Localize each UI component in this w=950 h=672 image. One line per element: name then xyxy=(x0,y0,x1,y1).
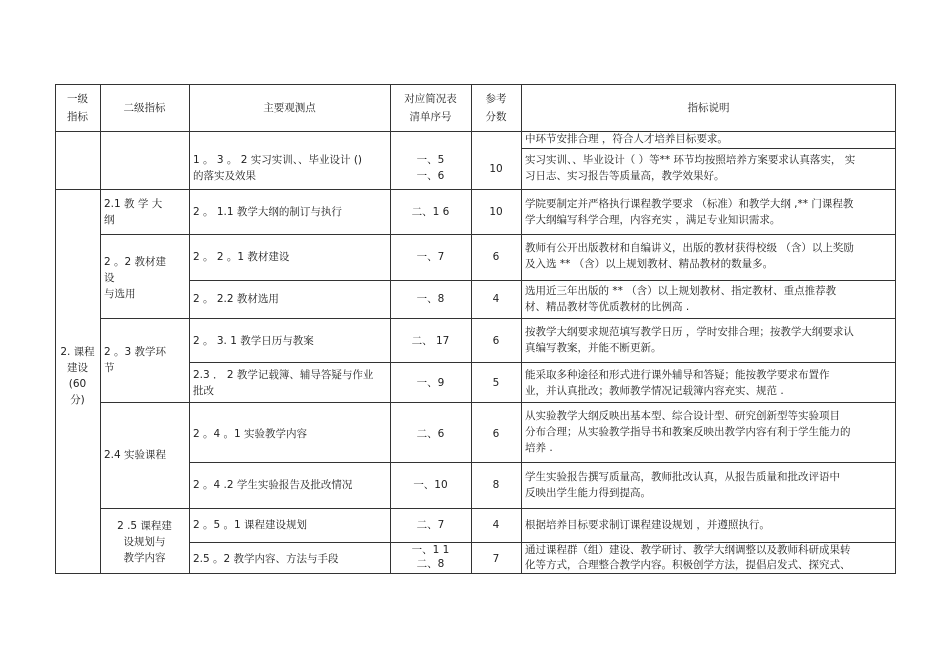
row-score: 8 xyxy=(492,479,500,491)
row-observation: 2 。 1.1 教学大纲的制订与执行 xyxy=(193,206,342,218)
row-ref: 一、10 xyxy=(413,479,448,491)
row-ref: 一、9 xyxy=(416,377,445,389)
header-score: 参考 分数 xyxy=(485,93,507,123)
row-score: 10 xyxy=(489,163,503,175)
level2-syllabus: 2.1 教 学 大 纲 xyxy=(104,198,163,226)
evaluation-table xyxy=(55,84,896,574)
row-ref: 一、5 一、6 xyxy=(416,154,445,182)
row-desc: 教师有公开出版教材和自编讲义，出版的教材获得校级 （含）以上奖励 及入选 ** （含）以上规划教材、精品教材的数量多。 xyxy=(525,242,854,270)
row-observation: 2 。 2 。1 教材建设 xyxy=(193,251,290,263)
row-desc: 选用近三年出版的 ** （含）以上规划教材、指定教材、重点推荐教 材、精品教材等优质教材的比例高 . xyxy=(525,285,837,313)
row-observation: 2 。 2.2 教材选用 xyxy=(193,293,279,305)
row-ref: 二、6 xyxy=(416,428,445,440)
row-score: 6 xyxy=(492,335,500,347)
row-desc: 实习实训、、毕业设计（ ）等** 环节均按照培养方案要求认真落实， 实 习日志、实习报告等质量高，教学效果好。 xyxy=(525,154,856,182)
level2-course-planning: 2 .5 课程建 设规划与 教学内容 xyxy=(117,520,172,564)
header-level2: 二级指标 xyxy=(123,102,166,114)
row-desc: 通过课程群（组）建设、教学研讨、教学大纲调整以及教师科研成果转 化等方式，合理整合教学内容。积极创学方法，提倡启发式、探究式、 xyxy=(525,544,851,571)
row-desc: 按教学大纲要求规范填写教学日历 ，学时安排合理；按教学大纲要求认 真编写教案，并能不断更新。 xyxy=(525,326,854,354)
row-desc: 学生实验报告撰写质量高，教师批改认真，从报告质量和批改评语中 反映出学生能力得到提高。 xyxy=(525,471,840,499)
row-ref: 二、1 6 xyxy=(411,206,450,218)
row-observation: 2.3 ． 2 教学记载簿、辅导答疑与作业 批改 xyxy=(193,369,374,397)
header-observation: 主要观测点 xyxy=(263,102,316,114)
row-ref: 一、8 xyxy=(416,293,445,305)
row-score: 6 xyxy=(492,251,500,263)
row-score: 7 xyxy=(492,553,500,565)
row-observation: 2 。4 .2 学生实验报告及批改情况 xyxy=(193,479,353,491)
row-desc: 从实验教学大纲反映出基本型、综合设计型、研究创新型等实验项目 分布合理；从实验教学指导书和教案反映出教学内容有利于学生能力的 培养 . xyxy=(525,410,851,454)
row-score: 4 xyxy=(492,293,500,305)
header-level1: 一级 指标 xyxy=(67,93,88,123)
header-description: 指标说明 xyxy=(687,102,730,114)
row-desc: 根据培养目标要求制订课程建设规划 ，并遵照执行。 xyxy=(525,519,770,531)
row-desc: 学院要制定并严格执行课程教学要求 （标准）和教学大纲 ,** 门课程教 学大纲编写科学合理，内容充实 ，满足专业知识需求。 xyxy=(525,198,854,226)
row-ref: 二、7 xyxy=(416,519,445,531)
row-desc: 中环节安排合理 ，符合人才培养目标要求。 xyxy=(525,133,728,145)
level1-course-construction: 2. 课程 建设 (60 分) xyxy=(60,346,95,406)
row-score: 4 xyxy=(492,519,500,531)
level2-lab-course: 2.4 实验课程 xyxy=(104,449,167,461)
row-observation: 1 。 3 。 2 实习实训、、毕业设计 () 的落实及效果 xyxy=(193,154,363,182)
level2-textbooks: 2 。2 教材建 设 与选用 xyxy=(104,256,167,300)
row-desc: 能采取多种途径和形式进行课外辅导和答疑；能按教学要求布置作 业，并认真批改；教师教学情况记载簿内容充实、规范 . xyxy=(525,369,830,397)
row-observation: 2 。5 。1 课程建设规划 xyxy=(193,519,308,531)
row-score: 5 xyxy=(492,377,500,389)
row-observation: 2 。4 。1 实验教学内容 xyxy=(193,428,308,440)
row-ref: 二、 17 xyxy=(411,335,450,347)
level2-teaching-process: 2 。3 教学环 节 xyxy=(104,346,167,374)
row-observation: 2.5 。2 教学内容、方法与手段 xyxy=(193,553,339,565)
row-ref: 一、1 1 二、8 xyxy=(411,544,450,570)
header-ref-no: 对应简况表 清单序号 xyxy=(404,93,457,123)
row-score: 10 xyxy=(489,206,503,218)
row-ref: 一、7 xyxy=(416,251,445,263)
row-score: 6 xyxy=(492,428,500,440)
row-observation: 2 。 3. 1 教学日历与教案 xyxy=(193,335,314,347)
